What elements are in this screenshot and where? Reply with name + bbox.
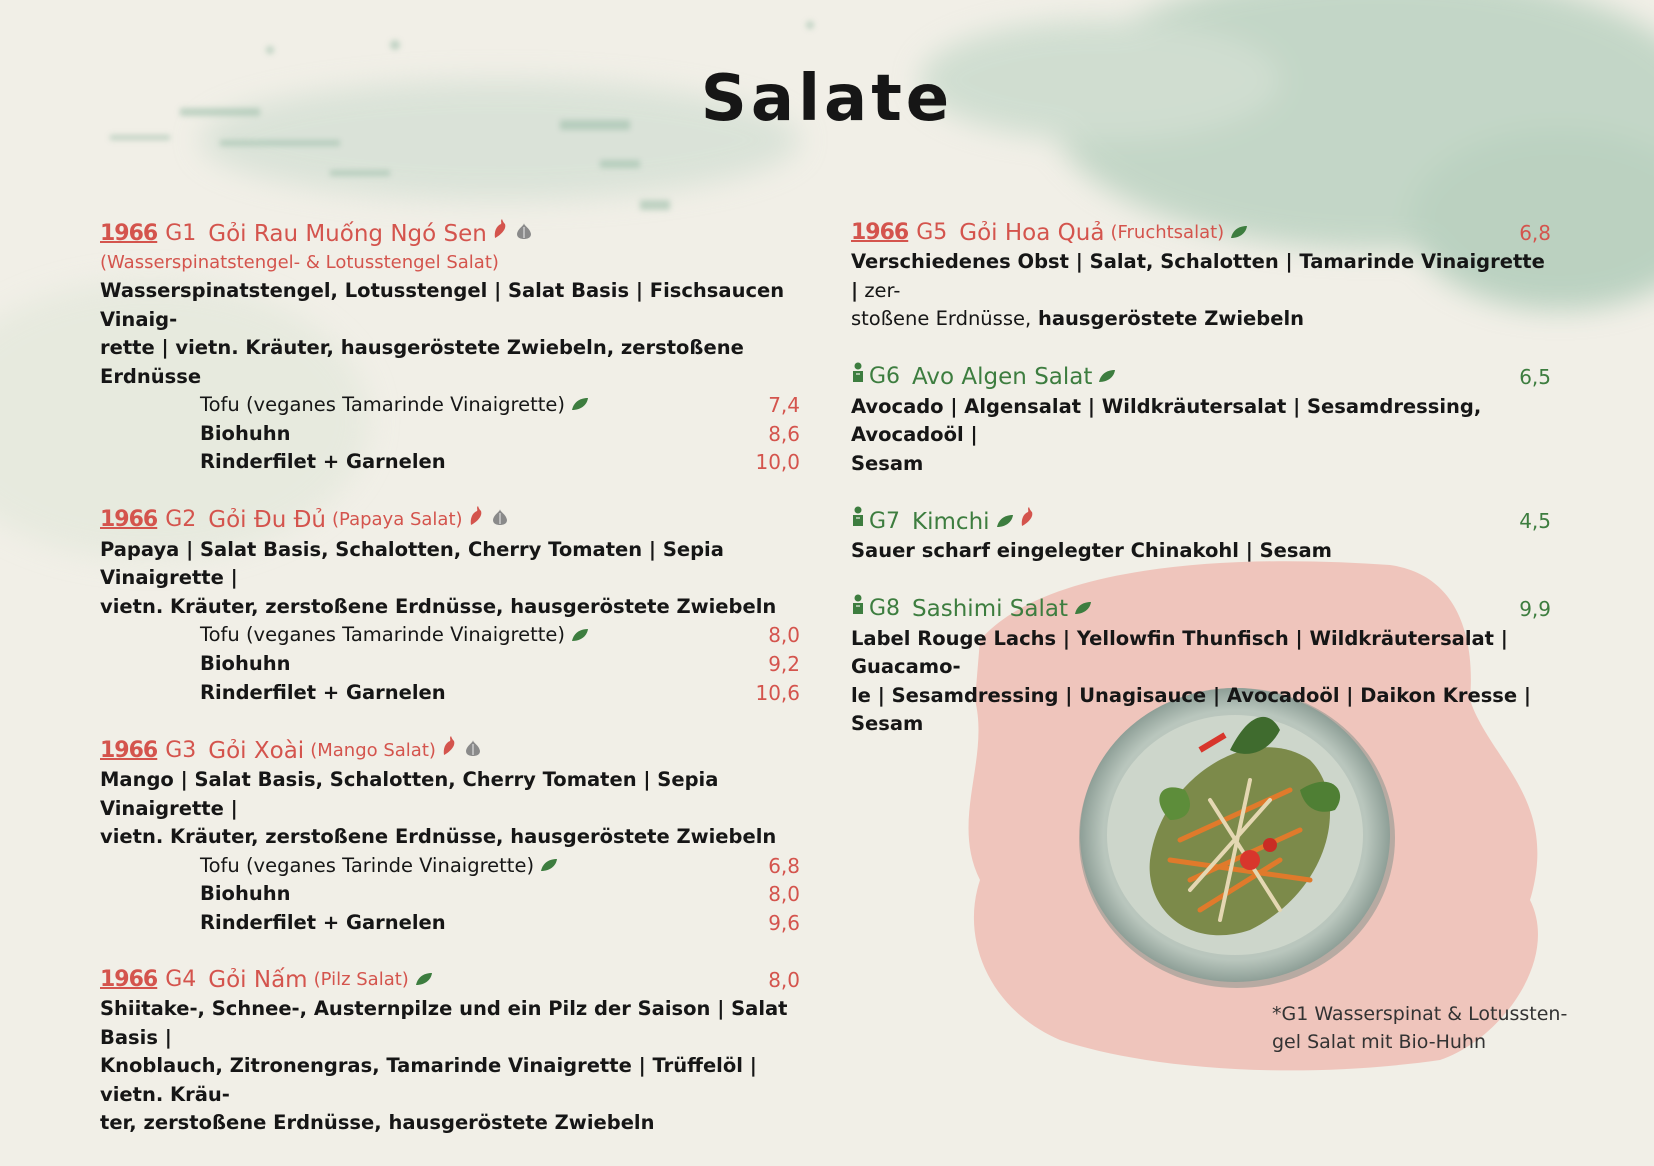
brand-logo: 1966 <box>100 737 158 763</box>
variant-name: Tofu (veganes Tamarinde Vinaigrette) <box>200 623 565 647</box>
chili-icon <box>442 735 458 766</box>
item-description <box>851 393 1551 479</box>
item-translation: (Fruchtsalat) <box>1110 222 1225 243</box>
item-translation: (Mango Salat) <box>310 739 436 761</box>
item-header <box>851 506 1551 537</box>
item-name: Gỏi Rau Muống Ngó Sen <box>208 220 487 247</box>
variant-price: 9,6 <box>768 910 800 935</box>
vegan-leaf-icon <box>1230 218 1248 248</box>
description-line: vietn. Kräuter, zerstoßene Erdnüsse, hausgeröstete Zwiebeln <box>100 594 777 618</box>
variant-list <box>200 852 800 938</box>
item-description <box>851 537 1551 566</box>
caption-line: gel Salat mit Bio-Huhn <box>1272 1031 1487 1053</box>
description-line: stoßene Erdnüsse, hausgeröstete Zwiebeln <box>851 307 1305 330</box>
menu-item-g8 <box>851 594 1551 739</box>
chili-icon <box>493 218 509 249</box>
item-name: Gỏi Xoài <box>208 737 305 764</box>
variant-price: 6,8 <box>768 853 800 878</box>
right-column <box>851 218 1551 767</box>
page-title: Salate <box>700 62 954 136</box>
caption-line: *G1 Wasserspinat & Lotussten- <box>1272 1003 1568 1025</box>
description-line: ter, zerstoßene Erdnüsse, hausgeröstete Zwiebeln <box>100 1111 655 1135</box>
vegan-leaf-icon <box>571 391 589 420</box>
variant-row <box>200 909 800 938</box>
description-line: Knoblauch, Zitronengras, Tamarinde Vinaigrette | Trüffelöl | vietn. Kräu- <box>100 1054 757 1106</box>
garlic-icon <box>491 505 509 535</box>
variant-row <box>200 621 800 650</box>
vegan-leaf-icon <box>571 622 589 651</box>
item-code: G5 <box>916 220 948 245</box>
item-subtitle: (Wasserspinatstengel- & Lotusstengel Salat) <box>100 252 499 273</box>
item-name: Avo Algen Salat <box>912 364 1093 390</box>
variant-name: Biohuhn <box>200 882 291 906</box>
variant-price: 8,0 <box>768 882 800 907</box>
item-header <box>100 505 800 536</box>
item-price: 6,5 <box>1519 364 1551 389</box>
variant-name: Rinderfilet + Garnelen <box>200 680 446 704</box>
item-name: Gỏi Đu Đủ <box>208 507 326 534</box>
chef-icon <box>851 362 865 393</box>
menu-item-g7 <box>851 506 1551 566</box>
variant-price: 9,2 <box>768 652 800 676</box>
menu-item-g5 <box>851 218 1551 334</box>
item-price: 4,5 <box>1519 509 1551 533</box>
variant-name: Biohuhn <box>200 652 291 675</box>
menu-item-g6 <box>851 362 1551 479</box>
item-description <box>851 248 1551 334</box>
vegan-leaf-icon <box>996 507 1014 537</box>
variant-price: 10,0 <box>755 450 800 475</box>
vegan-leaf-icon <box>1098 362 1116 392</box>
variant-row <box>200 880 800 909</box>
variant-name: Rinderfilet + Garnelen <box>200 450 446 474</box>
item-code: G8 <box>869 596 901 621</box>
description-line: Label Rouge Lachs | Yellowfin Thunfisch | Wildkräutersalat | Guacamo- <box>851 626 1508 678</box>
variant-row <box>200 650 800 679</box>
item-header <box>100 218 800 249</box>
variant-row <box>200 420 800 449</box>
chef-icon <box>851 594 865 625</box>
variant-row <box>200 679 800 708</box>
vegan-leaf-icon <box>1074 594 1092 624</box>
image-caption <box>1272 1000 1592 1056</box>
item-price: 9,9 <box>1519 596 1551 621</box>
menu-item-g2 <box>100 505 800 707</box>
vegan-leaf-icon <box>415 965 433 995</box>
menu-item-g1 <box>100 218 800 477</box>
description-line: vietn. Kräuter, zerstoßene Erdnüsse, hausgeröstete Zwiebeln <box>100 825 777 848</box>
menu-item-g4 <box>100 965 800 1138</box>
description-line: Sesam <box>851 451 924 475</box>
item-code: G3 <box>165 737 197 763</box>
item-header <box>100 965 800 995</box>
item-code: G4 <box>165 967 197 993</box>
item-code: G1 <box>165 220 197 246</box>
brand-logo: 1966 <box>100 220 158 246</box>
variant-price: 7,4 <box>768 393 800 417</box>
description-line: Sauer scharf eingelegter Chinakohl | Sesam <box>851 539 1332 562</box>
variant-row <box>200 852 800 881</box>
item-description <box>100 995 800 1138</box>
item-translation: (Pilz Salat) <box>313 969 409 991</box>
description-line: Avocado | Algensalat | Wildkräutersalat | Sesamdressing, Avocadoöl | <box>851 394 1482 446</box>
variant-name: Biohuhn <box>200 421 291 445</box>
variant-name: Tofu (veganes Tamarinde Vinaigrette) <box>200 393 565 416</box>
item-code: G6 <box>869 364 901 389</box>
item-description <box>100 277 800 391</box>
variant-name: Rinderfilet + Garnelen <box>200 910 446 934</box>
item-description <box>100 536 800 622</box>
item-description <box>100 766 800 852</box>
item-price: 8,0 <box>768 968 800 993</box>
chili-icon <box>1020 506 1036 537</box>
variant-list <box>200 621 800 707</box>
item-header <box>851 218 1551 248</box>
description-line: Shiitake-, Schnee-, Austernpilze und ein Pilz der Saison | Salat Basis | <box>100 997 788 1049</box>
garlic-icon <box>464 736 482 766</box>
item-header <box>100 735 800 766</box>
item-name: Kimchi <box>912 508 990 535</box>
variant-price: 8,6 <box>768 421 800 446</box>
description-line: le | Sesamdressing | Unagisauce | Avocadoöl | Daikon Kresse | Sesam <box>851 683 1532 735</box>
left-column <box>100 218 800 1166</box>
description-line: rette | vietn. Kräuter, hausgeröstete Zwiebeln, zerstoßene Erdnüsse <box>100 336 744 388</box>
description-line: Papaya | Salat Basis, Schalotten, Cherry Tomaten | Sepia Vinaigrette | <box>100 537 724 590</box>
description-line: Mango | Salat Basis, Schalotten, Cherry Tomaten | Sepia Vinaigrette | <box>100 768 719 820</box>
garlic-icon <box>515 219 533 249</box>
variant-name: Tofu (veganes Tarinde Vinaigrette) <box>200 853 535 877</box>
item-translation: (Papaya Salat) <box>332 509 463 531</box>
item-header <box>851 362 1551 393</box>
item-name: Gỏi Nấm <box>208 967 308 994</box>
item-description <box>851 625 1551 739</box>
item-price: 6,8 <box>1519 221 1551 245</box>
item-header <box>851 594 1551 625</box>
brand-logo: 1966 <box>100 967 158 993</box>
item-name: Sashimi Salat <box>912 596 1068 622</box>
chili-icon <box>469 505 485 536</box>
brand-logo: 1966 <box>851 220 909 245</box>
item-name: Gỏi Hoa Quả <box>959 220 1105 246</box>
variant-price: 10,6 <box>755 680 800 705</box>
variant-row <box>200 391 800 420</box>
variant-price: 8,0 <box>768 623 800 648</box>
variant-row <box>200 448 800 477</box>
menu-item-g3 <box>100 735 800 937</box>
item-code: G7 <box>869 508 901 534</box>
chef-icon <box>851 506 865 537</box>
description-line: Wasserspinatstengel, Lotusstengel | Salat Basis | Fischsaucen Vinaig- <box>100 279 785 331</box>
description-line: Verschiedenes Obst | Salat, Schalotten | Tamarinde Vinaigrette | zer- <box>851 250 1545 302</box>
item-code: G2 <box>165 507 197 533</box>
vegan-leaf-icon <box>540 852 558 881</box>
brand-logo: 1966 <box>100 507 158 533</box>
variant-list <box>200 391 800 477</box>
